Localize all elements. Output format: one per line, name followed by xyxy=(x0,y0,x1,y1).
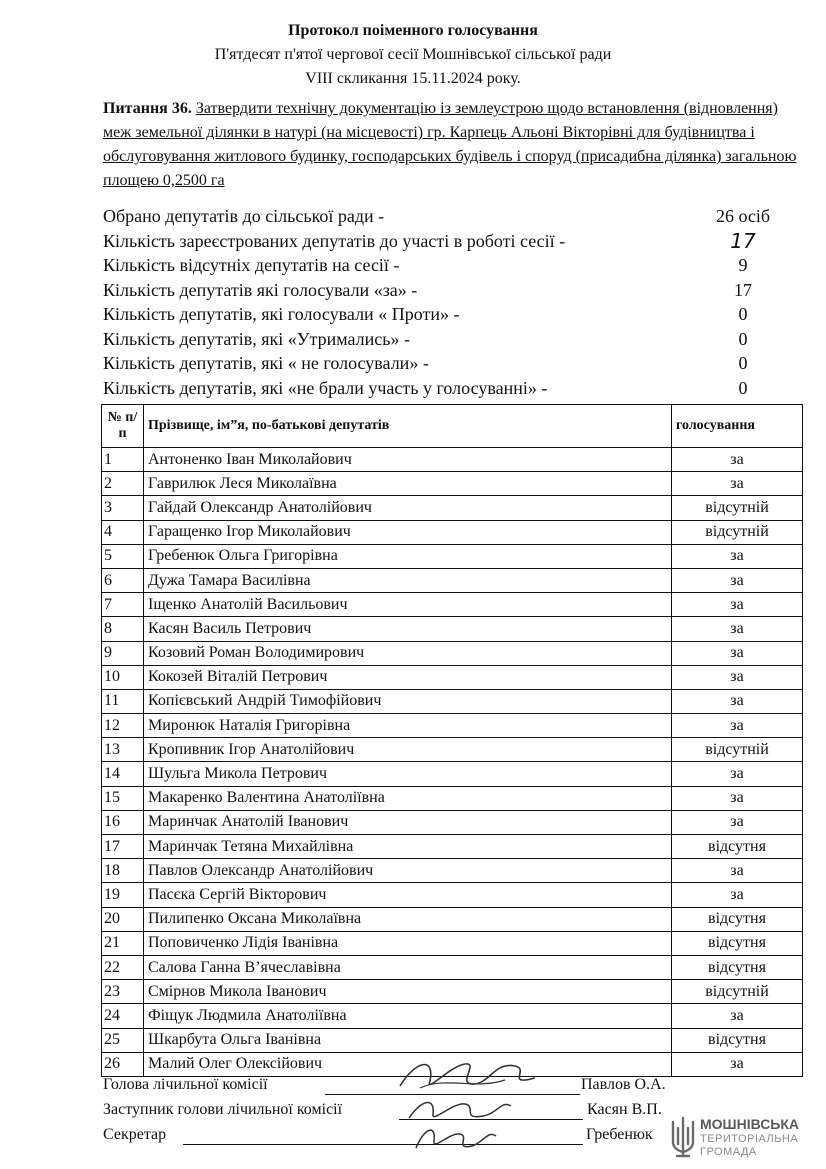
table-row xyxy=(102,883,803,907)
row-deputy-name: Іщенко Анатолій Васильович xyxy=(144,593,672,617)
row-vote: за xyxy=(672,593,803,617)
signature-line xyxy=(325,1094,580,1095)
row-vote: відсутній xyxy=(672,496,803,520)
row-vote: за xyxy=(672,568,803,592)
stat-row-elected xyxy=(103,204,803,229)
table-row xyxy=(102,955,803,979)
trident-icon xyxy=(668,1114,698,1160)
row-vote: за xyxy=(672,472,803,496)
table-row xyxy=(102,617,803,641)
table-row xyxy=(102,907,803,931)
row-deputy-name: Маринчак Анатолій Іванович xyxy=(144,810,672,834)
secretary-label: Секретар xyxy=(103,1126,167,1143)
row-number: 23 xyxy=(102,980,144,1004)
header-vote: голосування xyxy=(672,405,803,448)
row-vote: відсутній xyxy=(672,520,803,544)
row-vote: за xyxy=(672,762,803,786)
table-row xyxy=(102,859,803,883)
row-vote: за xyxy=(672,641,803,665)
row-deputy-name: Антоненко Іван Миколайович xyxy=(144,448,672,472)
row-deputy-name: Смірнов Микола Іванович xyxy=(144,980,672,1004)
stat-row-not-voted xyxy=(103,351,803,376)
table-row xyxy=(102,641,803,665)
row-number: 19 xyxy=(102,883,144,907)
table-row xyxy=(102,448,803,472)
row-number: 13 xyxy=(102,738,144,762)
row-number: 8 xyxy=(102,617,144,641)
row-number: 5 xyxy=(102,544,144,568)
table-row xyxy=(102,472,803,496)
stat-value: 17 xyxy=(734,279,752,300)
stat-label: Кількість депутатів, які « не голосували» - xyxy=(103,353,429,373)
row-number: 18 xyxy=(102,859,144,883)
deputy-label: Заступник голови лічильної комісії xyxy=(103,1101,343,1118)
table-row xyxy=(102,931,803,955)
row-vote: відсутня xyxy=(672,907,803,931)
deputy-name: Касян В.П. xyxy=(587,1101,662,1118)
row-vote: за xyxy=(672,617,803,641)
stat-value: 26 осіб xyxy=(715,206,771,226)
community-watermark xyxy=(664,1112,814,1164)
row-number: 3 xyxy=(102,496,144,520)
chair-name: Павлов О.А. xyxy=(581,1076,666,1093)
watermark-title: МОШНІВСЬКА xyxy=(700,1116,800,1132)
table-row xyxy=(102,810,803,834)
roll-call-table xyxy=(101,404,803,1077)
session-subtitle: П'ятдесят п'ятої чергової сесії Мошнівської сільської ради xyxy=(214,46,612,63)
row-number: 6 xyxy=(102,568,144,592)
row-deputy-name: Дужа Тамара Василівна xyxy=(144,568,672,592)
table-row xyxy=(102,1004,803,1028)
row-number: 26 xyxy=(102,1052,144,1076)
table-body xyxy=(102,448,803,1077)
row-deputy-name: Маринчак Тетяна Михайлівна xyxy=(144,835,672,859)
row-vote: за xyxy=(672,1052,803,1076)
table-row xyxy=(102,593,803,617)
row-vote: за xyxy=(672,1004,803,1028)
row-deputy-name: Фіщук Людмила Анатоліївна xyxy=(144,1004,672,1028)
row-number: 20 xyxy=(102,907,144,931)
row-number: 1 xyxy=(102,448,144,472)
table-row xyxy=(102,665,803,689)
row-deputy-name: Гайдай Олександр Анатолійович xyxy=(144,496,672,520)
table-row xyxy=(102,714,803,738)
watermark-line1: ТЕРИТОРІАЛЬНА xyxy=(700,1133,799,1145)
header-name: Прізвище, ім”я, по-батькові депутатів xyxy=(144,405,672,448)
row-deputy-name: Шкарбута Ольга Іванівна xyxy=(144,1028,672,1052)
row-deputy-name: Касян Василь Петрович xyxy=(144,617,672,641)
row-vote: відсутній xyxy=(672,738,803,762)
stat-label: Кількість депутатів, які голосували « Проти» - xyxy=(103,304,460,324)
row-deputy-name: Салова Ганна В’ячеславівна xyxy=(144,955,672,979)
row-vote: відсутня xyxy=(672,955,803,979)
row-number: 9 xyxy=(102,641,144,665)
question-block xyxy=(103,97,803,193)
row-number: 11 xyxy=(102,689,144,713)
row-vote: відсутній xyxy=(672,980,803,1004)
row-number: 24 xyxy=(102,1004,144,1028)
stat-row-not-participated xyxy=(103,376,803,401)
row-deputy-name: Гребенюк Ольга Григорівна xyxy=(144,544,672,568)
stat-value: 0 xyxy=(738,377,748,398)
signature-line xyxy=(399,1119,583,1120)
stat-row-for xyxy=(103,278,803,303)
question-text: Затвердити технічну документацію із землеустрою щодо встановлення (відновлення) меж земельної ділянки в натурі (на місцевості) гр. Карпець Альоні Вікторівні для будівництва і обслуговування житлового будинку, господарських будівель і споруд (присадибна ділянка) загальною площею 0,2500 га xyxy=(103,100,797,189)
row-deputy-name: Пилипенко Оксана Миколаївна xyxy=(144,907,672,931)
stat-label: Кількість депутатів, які «Утримались» - xyxy=(103,328,410,349)
row-vote: за xyxy=(672,810,803,834)
table-row xyxy=(102,1028,803,1052)
row-number: 22 xyxy=(102,955,144,979)
row-vote: відсутня xyxy=(672,1028,803,1052)
row-deputy-name: Миронюк Наталія Григорівна xyxy=(144,714,672,738)
table-row xyxy=(102,762,803,786)
row-vote: за xyxy=(672,859,803,883)
row-deputy-name: Копієвський Андрій Тимофійович xyxy=(144,689,672,713)
table-header-row xyxy=(102,405,803,448)
secretary-name: Гребенюк xyxy=(586,1126,653,1143)
row-vote: за xyxy=(672,714,803,738)
stat-label: Обрано депутатів до сільської ради - xyxy=(103,206,385,226)
row-deputy-name: Кокозей Віталій Петрович xyxy=(144,665,672,689)
row-number: 14 xyxy=(102,762,144,786)
table-row xyxy=(102,835,803,859)
stat-label: Кількість депутатів, які «не брали участь у голосуванні» - xyxy=(103,377,548,398)
question-label: Питання 36. xyxy=(103,100,192,117)
row-vote: за xyxy=(672,689,803,713)
table-row xyxy=(102,568,803,592)
table-row xyxy=(102,520,803,544)
stat-value: 0 xyxy=(738,353,748,373)
table-row xyxy=(102,786,803,810)
row-number: 4 xyxy=(102,520,144,544)
row-deputy-name: Малий Олег Олексійович xyxy=(144,1052,672,1076)
row-vote: відсутня xyxy=(672,835,803,859)
row-number: 16 xyxy=(102,810,144,834)
table-row xyxy=(102,496,803,520)
row-deputy-name: Гаращенко Ігор Миколайович xyxy=(144,520,672,544)
stat-row-against xyxy=(103,302,803,327)
row-deputy-name: Поповиченко Лідія Іванівна xyxy=(144,931,672,955)
stat-value-handwritten: 17 xyxy=(730,228,756,253)
row-vote: за xyxy=(672,544,803,568)
row-deputy-name: Шульга Микола Петрович xyxy=(144,762,672,786)
header-number: № п/п xyxy=(102,405,144,448)
row-vote: за xyxy=(672,665,803,689)
stat-label: Кількість відсутніх депутатів на сесії - xyxy=(103,255,400,275)
table-row xyxy=(102,980,803,1004)
row-deputy-name: Павлов Олександр Анатолійович xyxy=(144,859,672,883)
document-title: Протокол поіменного голосування xyxy=(288,22,538,39)
stat-row-absent xyxy=(103,253,803,278)
row-vote: за xyxy=(672,883,803,907)
signature-line xyxy=(183,1144,583,1145)
row-number: 12 xyxy=(102,714,144,738)
stat-value: 9 xyxy=(738,255,748,275)
chair-label: Голова лічильної комісії xyxy=(103,1076,268,1093)
table-row xyxy=(102,544,803,568)
signature-row-chair xyxy=(103,1076,803,1102)
row-number: 17 xyxy=(102,835,144,859)
row-number: 21 xyxy=(102,931,144,955)
stat-label: Кількість депутатів які голосували «за» - xyxy=(103,279,418,300)
row-vote: відсутня xyxy=(672,931,803,955)
table-row xyxy=(102,738,803,762)
stat-value: 0 xyxy=(738,304,748,324)
row-number: 15 xyxy=(102,786,144,810)
vote-statistics xyxy=(103,204,803,400)
table-row xyxy=(102,689,803,713)
row-number: 2 xyxy=(102,472,144,496)
row-number: 10 xyxy=(102,665,144,689)
stat-label: Кількість зареєстрованих депутатів до участі в роботі сесії - xyxy=(103,230,566,251)
row-deputy-name: Кропивник Ігор Анатолійович xyxy=(144,738,672,762)
stat-row-abstained xyxy=(103,327,803,352)
row-number: 25 xyxy=(102,1028,144,1052)
row-deputy-name: Козовий Роман Володимирович xyxy=(144,641,672,665)
watermark-line2: ГРОМАДА xyxy=(700,1146,757,1158)
row-number: 7 xyxy=(102,593,144,617)
stat-row-registered xyxy=(103,229,803,254)
table-row xyxy=(102,1052,803,1076)
row-deputy-name: Макаренко Валентина Анатоліївна xyxy=(144,786,672,810)
row-deputy-name: Пасєка Сергій Вікторович xyxy=(144,883,672,907)
row-vote: за xyxy=(672,448,803,472)
row-vote: за xyxy=(672,786,803,810)
row-deputy-name: Гаврилюк Леся Миколаївна xyxy=(144,472,672,496)
stat-value: 0 xyxy=(738,328,748,349)
session-date: VIII скликання 15.11.2024 року. xyxy=(305,70,521,87)
